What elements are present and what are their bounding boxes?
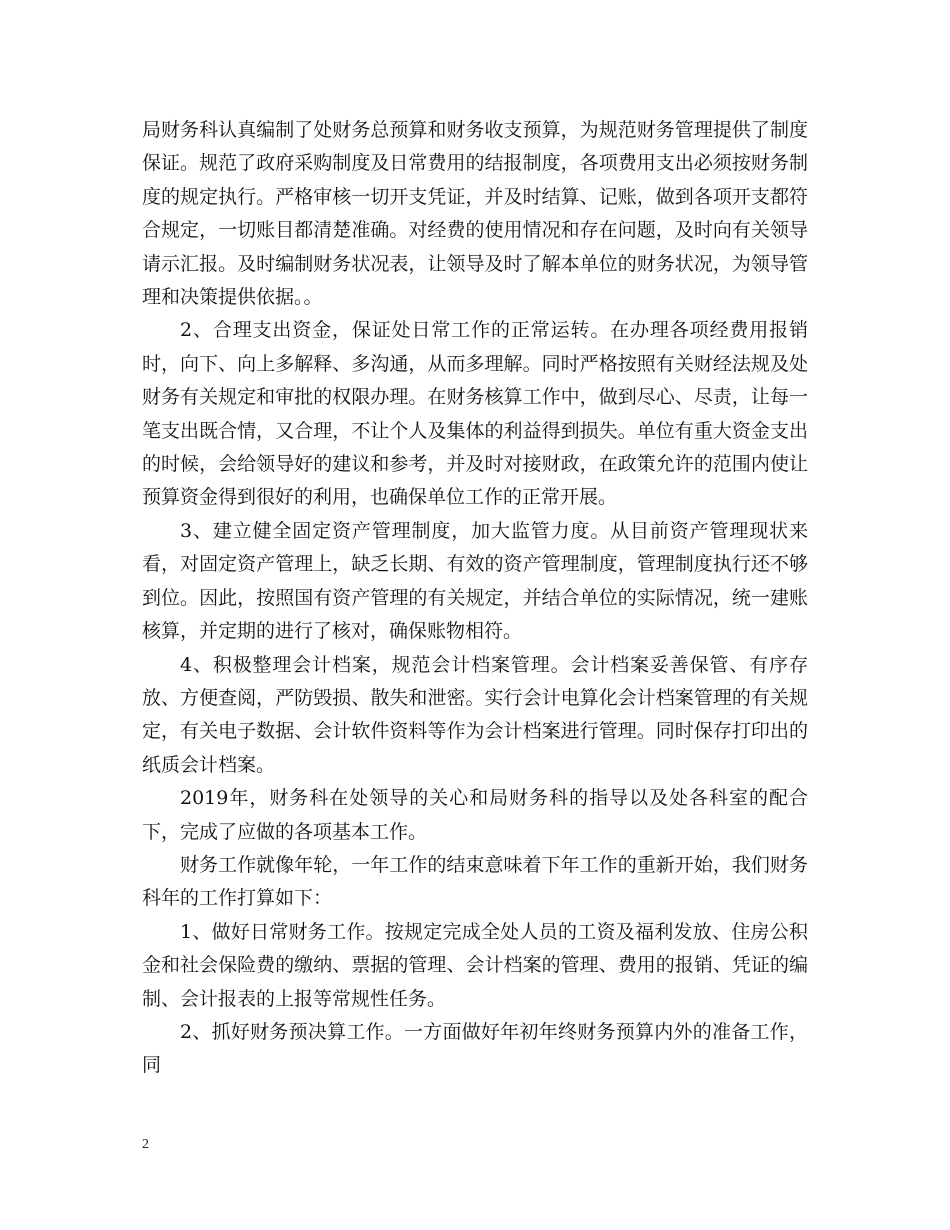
paragraph-item-2: 2、合理支出资金，保证处日常工作的正常运转。在办理各项经费用报销时，向下、向上多解释、多沟通，从而多理解。同时严格按照有关财经法规及处财务有关规定和审批的权限办理。在财务核算工作中，做到尽心、尽责，让每一笔支出既合情，又合理，不让个人及集体的利益得到损失。单位有重大资金支出的时候，会给领导好的建议和参考，并及时对接财政，在政策允许的范围内使让预算资金得到很好的利用，也确保单位工作的正常开展。 <box>142 319 808 509</box>
paragraph-plan-item-2: 2、抓好财务预决算工作。一方面做好年初年终财务预算内外的准备工作，同 <box>142 1020 808 1077</box>
paragraph-summary-2019: 2019年，财务科在处领导的关心和局财务科的指导以及处各科室的配合下，完成了应做的各项基本工作。 <box>142 787 808 843</box>
document-body <box>142 114 808 1083</box>
page-number: 2 <box>142 1137 149 1152</box>
paragraph-item-3: 3、建立健全固定资产管理制度，加大监管力度。从目前资产管理现状来看，对固定资产管理上，缺乏长期、有效的资产管理制度，管理制度执行还不够到位。因此，按照国有资产管理的有关规定，并结合单位的实际情况，统一建账核算，并定期的进行了核对，确保账物相符。 <box>142 519 808 643</box>
paragraph-plan-intro: 财务工作就像年轮，一年工作的结束意味着下年工作的重新开始，我们财务科年的工作打算如下： <box>142 853 808 910</box>
paragraph-continued: 局财务科认真编制了处财务总预算和财务收支预算，为规范财务管理提供了制度保证。规范了政府采购制度及日常费用的结报制度，各项费用支出必须按财务制度的规定执行。严格审核一切开支凭证，并及时结算、记账，做到各项开支都符合规定，一切账目都清楚准确。对经费的使用情况和存在问题，及时向有关领导请示汇报。及时编制财务状况表，让领导及时了解本单位的财务状况，为领导管理和决策提供依据。。 <box>142 119 808 309</box>
paragraph-item-4: 4、积极整理会计档案，规范会计档案管理。会计档案妥善保管、有序存放、方便查阅，严防毁损、散失和泄密。实行会计电算化会计档案管理的有关规定，有关电子数据、会计软件资料等作为会计档案进行管理。同时保存打印出的纸质会计档案。 <box>142 653 808 776</box>
paragraph-plan-item-1: 1、做好日常财务工作。按规定完成全处人员的工资及福利发放、住房公积金和社会保险费的缴纳、票据的管理、会计档案的管理、费用的报销、凭证的编制、会计报表的上报等常规性任务。 <box>142 920 808 1010</box>
